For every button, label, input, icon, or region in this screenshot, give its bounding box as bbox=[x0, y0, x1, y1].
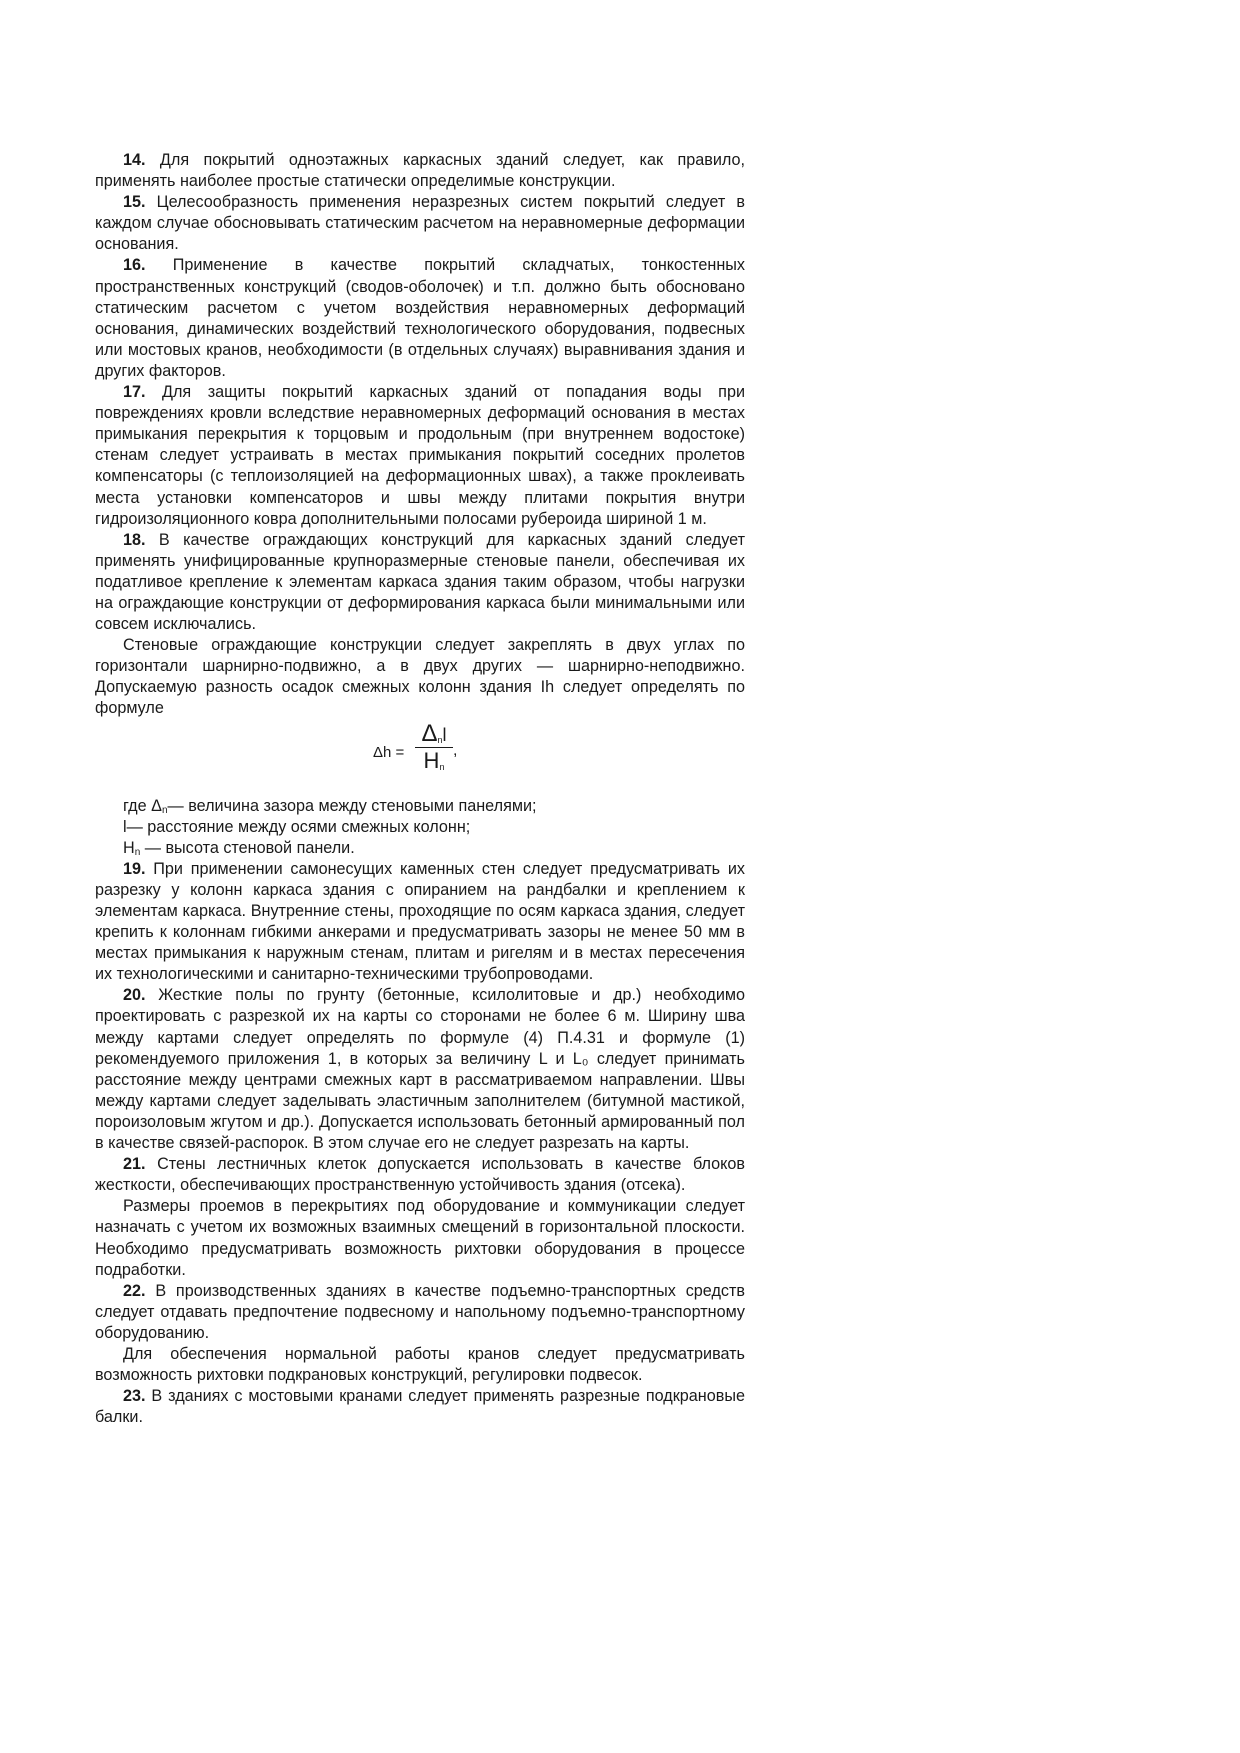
paragraph bbox=[95, 985, 745, 1154]
legend-text: — расстояние между осями смежных колонн; bbox=[126, 817, 471, 836]
paragraph bbox=[95, 1281, 745, 1344]
legend-sub: n bbox=[161, 804, 168, 816]
document-page bbox=[95, 150, 745, 1428]
formula-fraction bbox=[415, 719, 453, 774]
legend-line bbox=[95, 838, 745, 859]
legend-text: — величина зазора между стеновыми панелями; bbox=[167, 796, 537, 815]
paragraphs-before-formula bbox=[95, 150, 745, 720]
paragraph-text: В зданиях с мостовыми кранами следует применять разрезные подкрановые балки. bbox=[95, 1387, 745, 1427]
paragraph-text: При применении самонесущих каменных стен следует предусматривать их разрезку у колонн каркаса здания с опиранием на рандбалки и креплением к элементам каркаса. Внутренние стены, проходящие по осям каркаса здания, следует крепить к колоннам гибкими анкерами и предусматривать зазоры не менее 50 мм в местах примыкания к наружным стенам, плитам и ригелям и в местах пересечения их технологическими и санитарно-техническими трубопроводами. bbox=[95, 859, 745, 984]
paragraph-text: Для обеспечения нормальной работы кранов следует предусматривать возможность рихтовки подкрановых конструкций, регулировки подвесок. bbox=[95, 1344, 745, 1385]
paragraph-number: 18. bbox=[123, 530, 146, 549]
paragraph-number: 16. bbox=[123, 256, 146, 275]
paragraphs-after-formula bbox=[95, 859, 745, 1429]
formula-legend bbox=[95, 796, 745, 859]
paragraph-number: 14. bbox=[123, 151, 146, 169]
paragraph bbox=[95, 1154, 745, 1196]
paragraph-text: Для защиты покрытий каркасных зданий от попадания воды при повреждениях кровли вследствие неравномерных деформаций основания в местах примыкания перекрытия к торцовым и продольным (при внутреннем водостоке) стенам следует устраивать в местах примыкания покрытий соседних пролетов компенсаторы (с теплоизоляцией на деформационных швах), а также проклеивать места установки компенсаторов и швы между плитами покрытия внутри гидроизоляционного ковра дополнительными полосами рубероида шириной 1 м. bbox=[95, 383, 745, 528]
paragraph bbox=[95, 192, 745, 255]
paragraph-number: 21. bbox=[123, 1155, 146, 1174]
paragraph-text: Применение в качестве покрытий складчатых, тонкостенных пространственных конструкций (сводов-оболочек) и т.п. должно быть обосновано статическим расчетом с учетом воздействия неравномерных деформаций основания, динамических воздействий технологического оборудования, подвесных или мостовых кранов, необходимости (в отдельных случаях) выравнивания здания и других факторов. bbox=[95, 256, 745, 380]
formula-delta-h bbox=[95, 719, 745, 796]
paragraph-text: Для покрытий одноэтажных каркасных зданий следует, как правило, применять наиболее простые статически определимые конструкции. bbox=[95, 151, 745, 191]
paragraph bbox=[95, 1386, 745, 1428]
paragraph-text: Стеновые ограждающие конструкции следует закреплять в двух углах по горизонтали шарнирно-подвижно, а в двух других — шарнирно-неподвижно. Допускаемую разность осадок смежных колонн здания Ih следует определять по формуле bbox=[95, 636, 745, 718]
paragraph-number: 15. bbox=[123, 193, 146, 212]
paragraph bbox=[95, 635, 745, 719]
paragraph bbox=[95, 382, 745, 530]
paragraph-text: Целесообразность применения неразрезных систем покрытий следует в каждом случае обосновывать статическим расчетом на неравномерные деформации основания. bbox=[95, 193, 745, 254]
legend-sym: l bbox=[123, 817, 127, 836]
paragraph-number: 17. bbox=[123, 383, 146, 402]
paragraph-number: 19. bbox=[123, 859, 146, 878]
paragraph-text: В производственных зданиях в качестве подъемно-транспортных средств следует отдавать предпочтение подвесному и напольному подъемно-транспортному оборудованию. bbox=[95, 1281, 745, 1342]
legend-line bbox=[95, 817, 745, 838]
paragraph bbox=[95, 859, 745, 986]
formula-denominator: $H_n$ bbox=[423, 747, 445, 773]
paragraph-text: Размеры проемов в перекрытиях под оборудование и коммуникации следует назначать с учетом их возможных взаимных смещений в горизонтальной плоскости. Необходимо предусматривать возможность рихтовки оборудования в процессе подработки. bbox=[95, 1197, 745, 1279]
paragraph-text: Стены лестничных клеток допускается использовать в качестве блоков жесткости, обеспечивающих пространственную устойчивость здания (отсека). bbox=[95, 1155, 745, 1195]
legend-sym: Δ bbox=[151, 796, 162, 815]
paragraph-number: 20. bbox=[123, 986, 146, 1005]
legend-line bbox=[95, 796, 745, 817]
paragraph bbox=[95, 1344, 745, 1386]
paragraph bbox=[95, 1196, 745, 1280]
paragraph-text: В качестве ограждающих конструкций для каркасных зданий следует применять унифицированные крупноразмерные стеновые панели, обеспечивая их податливое крепление к элементам каркаса здания таким образом, чтобы нагрузки на ограждающие конструкции от деформирования каркаса были минимальными или совсем исключались. bbox=[95, 530, 745, 634]
paragraph bbox=[95, 255, 745, 382]
legend-sym: H bbox=[123, 838, 135, 857]
paragraph-number: 23. bbox=[123, 1387, 146, 1406]
paragraph bbox=[95, 150, 745, 192]
formula-lhs: Δh = bbox=[373, 743, 405, 761]
formula-comma: , bbox=[453, 741, 458, 759]
paragraph bbox=[95, 530, 745, 635]
legend-lead: где bbox=[123, 796, 152, 815]
formula-numerator: $\Delta_nl$ bbox=[415, 722, 453, 748]
paragraph-text: Жесткие полы по грунту (бетонные, ксилолитовые и др.) необходимо проектировать с разрезкой их на карты со сторонами не более 6 м. Ширину шва между картами следует определять по формуле (4) П.4.31 и формуле (1) рекомендуемого приложения 1, в которых за величину L и L₀ следует принимать расстояние между центрами смежных карт в рассматриваемом направлении. Швы между картами следует заделывать эластичным заполнителем (битумной мастикой, пороизоловым жгутом и др.). Допускается использовать бетонный армированный пол в качестве связей-распорок. В этом случае его не следует разрезать на карты. bbox=[95, 986, 745, 1153]
paragraph-number: 22. bbox=[123, 1281, 146, 1300]
legend-sub: n bbox=[134, 846, 141, 858]
legend-text: — высота стеновой панели. bbox=[140, 838, 355, 857]
